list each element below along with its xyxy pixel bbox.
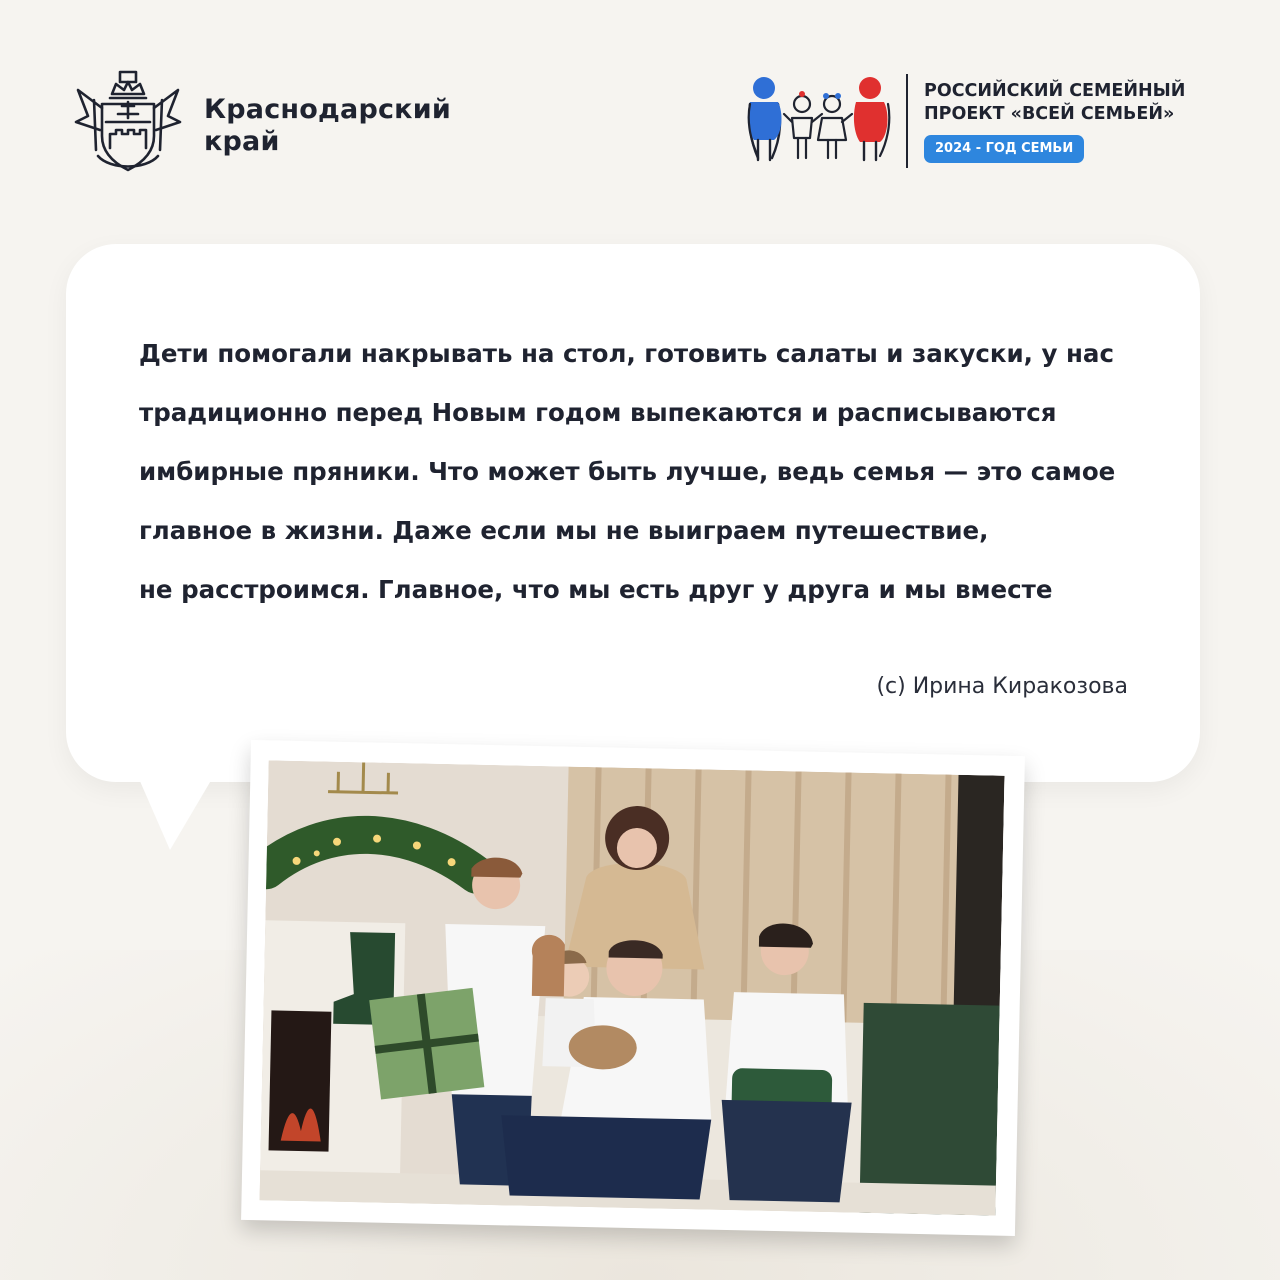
- bubble-tail: [136, 772, 216, 852]
- photo-frame: [241, 740, 1025, 1236]
- coat-of-arms-icon: [72, 70, 184, 174]
- family-figures-icon: [744, 74, 894, 164]
- project-title-line-1: РОССИЙСКИЙ СЕМЕЙНЫЙ: [924, 81, 1186, 101]
- quote-line: традиционно перед Новым годом выпекаются и расписываются: [139, 398, 1057, 427]
- family-photo: [259, 760, 1004, 1215]
- quote-text: [139, 326, 1149, 621]
- quote-author: (с) Ирина Киракозова: [876, 674, 1128, 699]
- quote-line: главное в жизни. Даже если мы не выиграем путешествие,: [139, 516, 989, 545]
- year-badge: 2024 - ГОД СЕМЬИ: [924, 135, 1084, 163]
- region-name-line-1: Краснодарский: [204, 94, 451, 125]
- project-title-line-2: ПРОЕКТ «ВСЕЙ СЕМЬЕЙ»: [924, 104, 1175, 124]
- region-name-line-2: край: [204, 126, 280, 157]
- header-divider: [906, 74, 908, 168]
- quote-line: Дети помогали накрывать на стол, готовить салаты и закуски, у нас: [139, 339, 1114, 368]
- project-title: [924, 80, 1185, 126]
- quote-line: имбирные пряники. Что может быть лучше, ведь семья — это самое: [139, 457, 1116, 486]
- quote-line: не расстроимся. Главное, что мы есть друг у друга и мы вместе: [139, 575, 1053, 604]
- region-name: [204, 94, 451, 158]
